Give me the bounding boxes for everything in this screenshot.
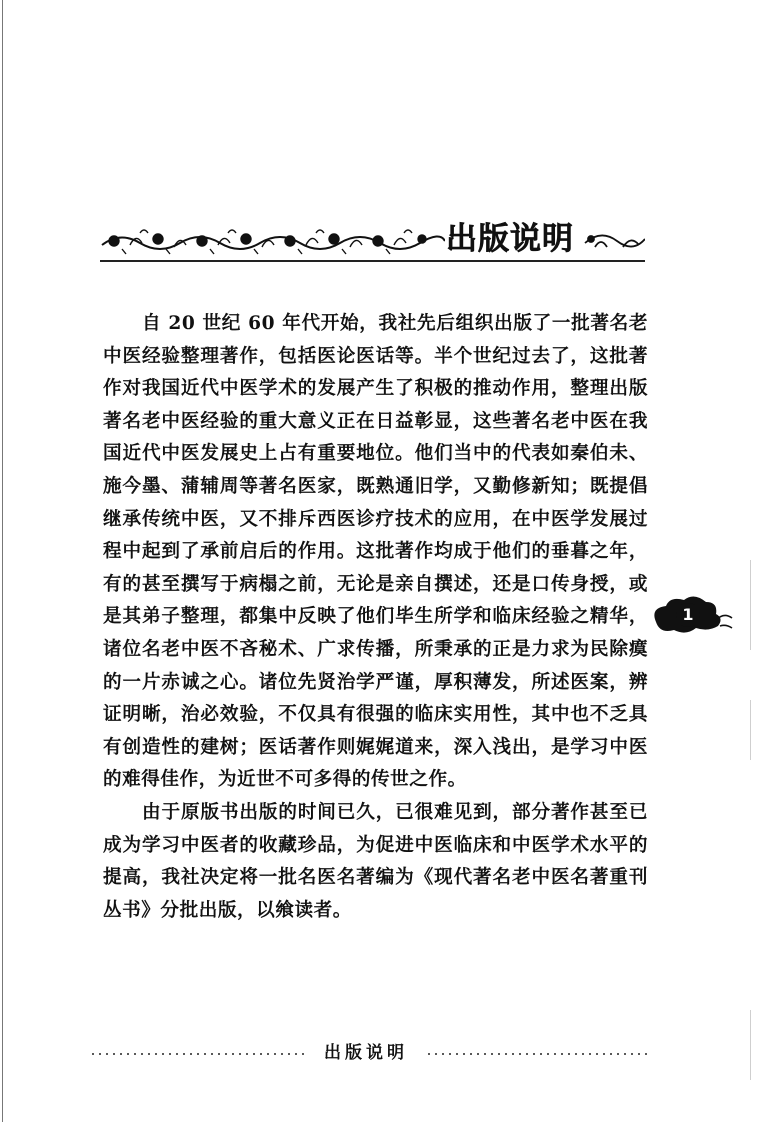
page-number: 1 (676, 603, 700, 627)
chapter-title: 出版说明 (446, 221, 574, 257)
chapter-header (100, 219, 645, 263)
scan-artifact (750, 560, 751, 650)
body-text (103, 308, 648, 927)
page-number-ornament (650, 596, 736, 640)
footer-label: 出版说明 (306, 1041, 426, 1065)
floral-vine-ornament-icon (100, 223, 445, 257)
paragraph-2: 由于原版书出版的时间已久，已很难见到，部分著作甚至已成为学习中医者的收藏珍品，为促进中医临床和中医学术水平的提高，我社决定将一批名医名著编为《现代著名老中医名著重刊丛书》分批出版，以飨读者。 (103, 801, 648, 921)
floral-tail-ornament-icon (583, 225, 645, 257)
footer-running-title (92, 1041, 648, 1067)
page-edge-line (2, 0, 3, 1122)
scan-artifact (750, 1010, 751, 1080)
scan-artifact (750, 700, 751, 760)
paragraph-1: 自 20 世纪 60 年代开始，我社先后组织出版了一批著名老中医经验整理著作，包括医论医话等。半个世纪过去了，这批著作对我国近代中医学术的发展产生了积极的推动作用，整理出版著名老中医经验的重大意义正在日益彰显，这些著名老中医在我国近代中医发展史上占有重要地位。他们当中的代表如秦伯未、施今墨、蒲辅周等著名医家，既熟通旧学，又勤修新知；既提倡继承传统中医，又不排斥西医诊疗技术的应用，在中医学发展过程中起到了承前启后的作用。这批著作均成于他们的垂暮之年，有的甚至撰写于病榻之前，无论是亲自撰述，还是口传身授，或是其弟子整理，都集中反映了他们毕生所学和临床经验之精华，诸位名老中医不吝秘术、广求传播，所秉承的正是力求为民除瘼的一片赤诚之心。诸位先贤治学严谨，厚积薄发，所述医案，辨证明晰，治必效验，不仅具有很强的临床实用性，其中也不乏具有创造性的建树；医话著作则娓娓道来，深入浅出，是学习中医的难得佳作，为近世不可多得的传世之作。 (103, 313, 648, 791)
header-underline (100, 260, 645, 262)
